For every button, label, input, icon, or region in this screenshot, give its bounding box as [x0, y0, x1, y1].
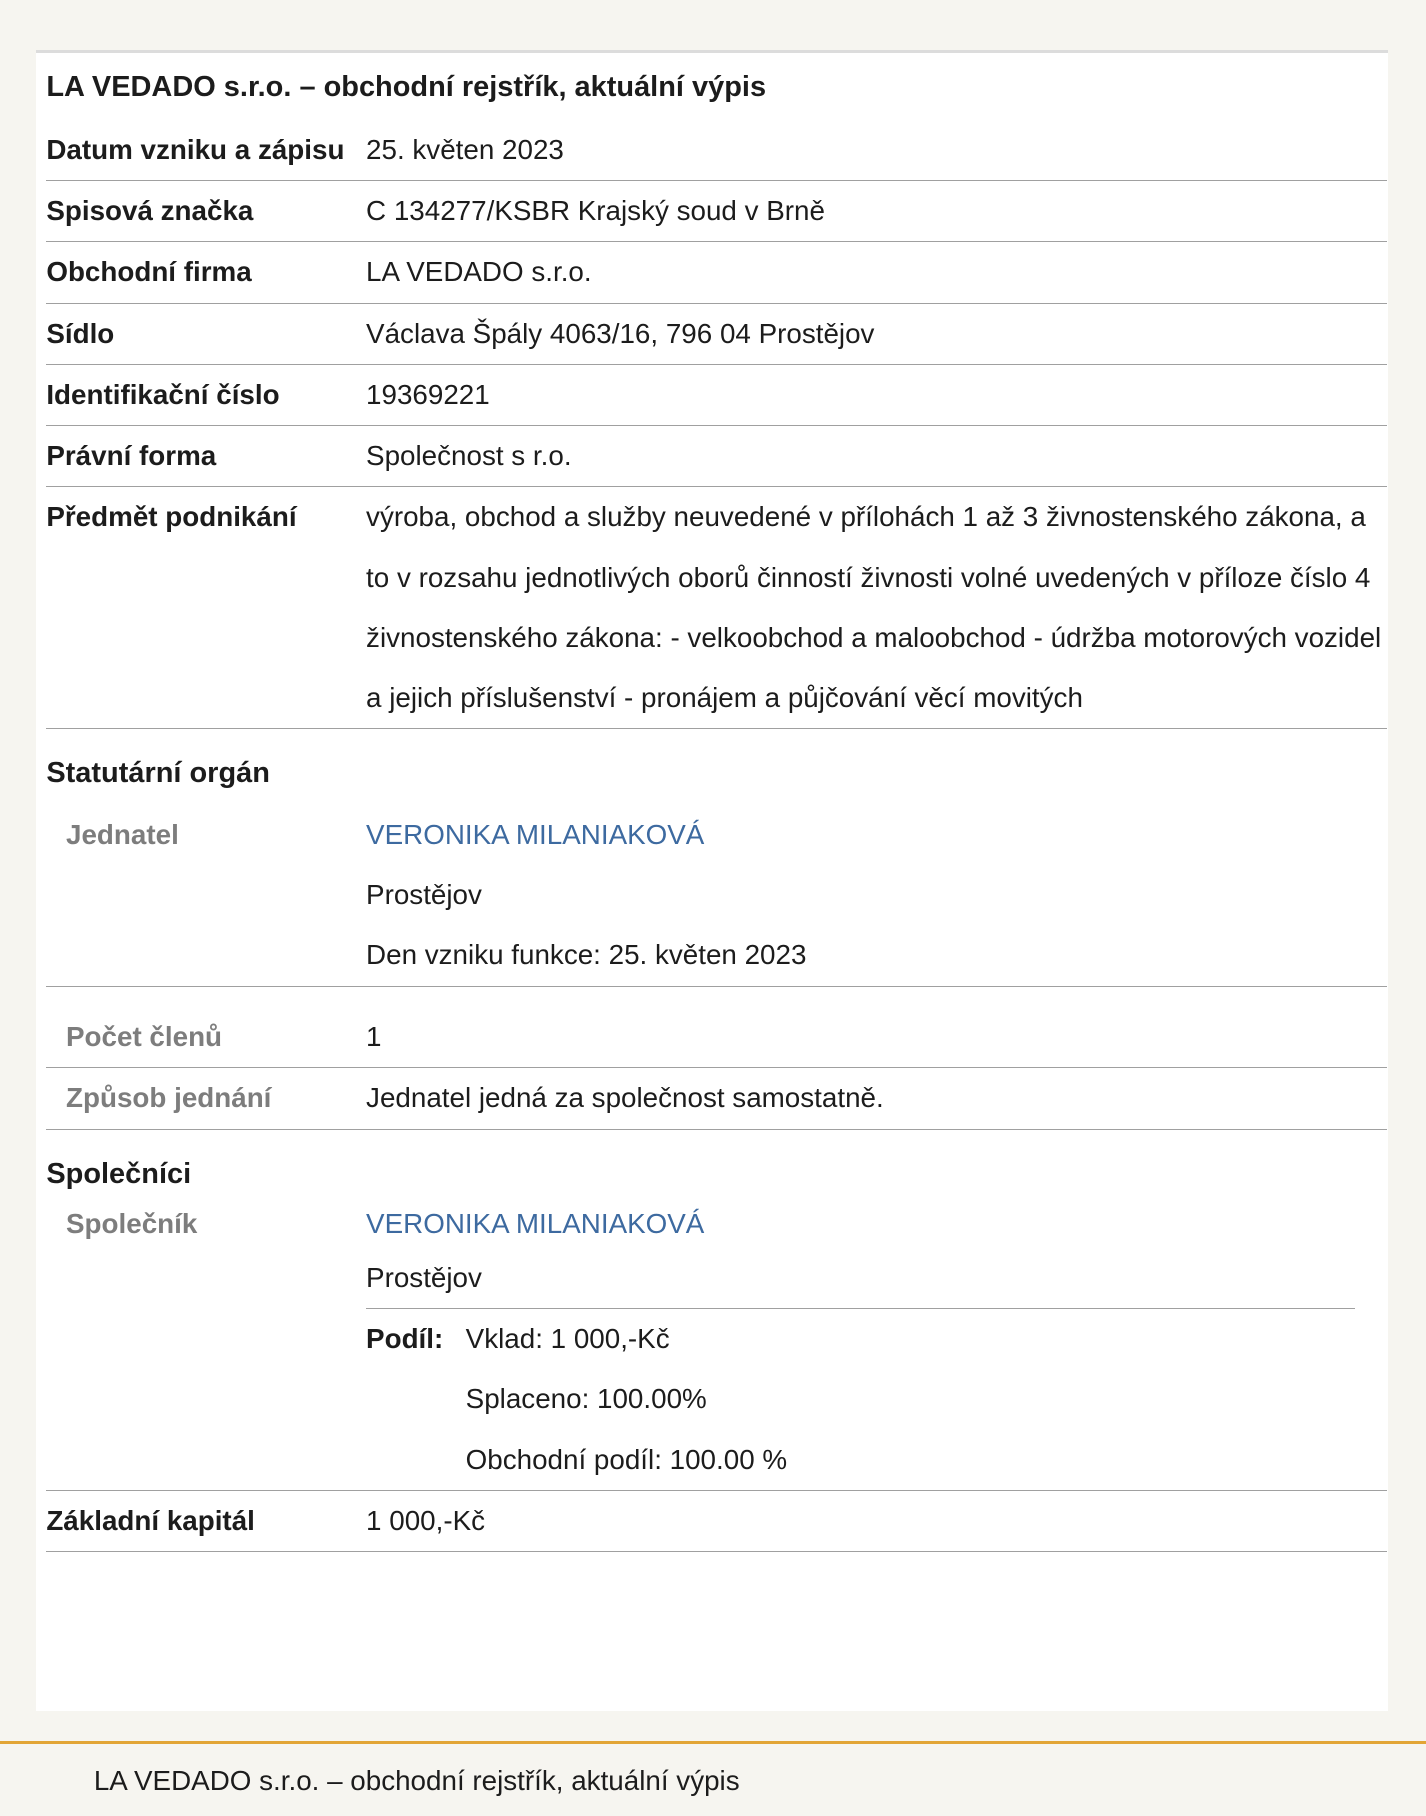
row-value: 1 000,-Kč — [366, 1504, 486, 1536]
row-label: Předmět podnikání — [46, 501, 297, 533]
section-heading-statutory: Statutární orgán — [46, 757, 270, 790]
row-label: Obchodní firma — [46, 256, 252, 288]
row-file-number — [46, 181, 1386, 242]
share-paid: Splaceno: 100.00% — [465, 1383, 707, 1415]
row-registered-office — [46, 304, 1386, 365]
director-name-link[interactable]: VERONIKA MILANIAKOVÁ — [366, 818, 705, 850]
row-legal-form — [46, 426, 1386, 487]
register-card — [36, 50, 1388, 1711]
row-label: Způsob jednání — [66, 1082, 272, 1114]
section-heading-partners: Společníci — [46, 1157, 192, 1190]
statutory-director — [46, 805, 1386, 988]
partner-city: Prostějov — [366, 1261, 482, 1293]
row-value: LA VEDADO s.r.o. — [366, 256, 592, 288]
partner-entry — [46, 1201, 1386, 1490]
row-value: 1 — [366, 1021, 382, 1053]
partner-name-link[interactable]: VERONIKA MILANIAKOVÁ — [366, 1208, 705, 1240]
row-label: Základní kapitál — [46, 1504, 255, 1536]
row-company-name — [46, 242, 1386, 303]
page-title: LA VEDADO s.r.o. – obchodní rejstřík, aktuální výpis — [46, 71, 767, 104]
row-value: C 134277/KSBR Krajský soud v Brně — [366, 195, 825, 227]
partner-share — [366, 1309, 1387, 1490]
row-value: 25. květen 2023 — [366, 133, 564, 165]
row-value: 19369221 — [366, 378, 490, 410]
share-values — [466, 1309, 787, 1490]
share-label: Podíl: — [366, 1323, 444, 1355]
row-company-id — [46, 365, 1386, 426]
row-value: Jednatel jedná za společnost samostatně. — [366, 1082, 884, 1114]
row-value: výroba, obchod a služby neuvedené v přílohách 1 až 3 živnostenského zákona, a to v rozsahu jednotlivých oborů činností živnosti volné uvedených v příloze číslo 4 živnostenského zákona: - velkoobchod a maloobchod - údržba motorových vozidel a jejich příslušenství - pronájem a půjčování věcí movitých — [366, 501, 1382, 714]
row-acting-manner — [46, 1068, 1386, 1129]
register-sheet — [46, 53, 1386, 1552]
footer-title: LA VEDADO s.r.o. – obchodní rejstřík, aktuální výpis — [93, 1765, 740, 1797]
row-label: Spisová značka — [46, 195, 254, 227]
director-details — [366, 805, 1387, 987]
row-value: Společnost s r.o. — [366, 440, 572, 472]
row-member-count — [46, 987, 1386, 1068]
row-label: Právní forma — [46, 440, 217, 472]
row-label: Identifikační číslo — [46, 378, 280, 410]
row-registered-capital — [46, 1491, 1386, 1552]
row-founding-date — [46, 120, 1386, 181]
director-role-label: Jednatel — [66, 818, 179, 850]
director-city: Prostějov — [366, 878, 482, 910]
footer-divider — [0, 1741, 1426, 1744]
row-value: Václava Špály 4063/16, 796 04 Prostějov — [366, 317, 875, 349]
row-label: Počet členů — [66, 1021, 223, 1053]
director-function-start: Den vzniku funkce: 25. květen 2023 — [366, 939, 807, 971]
partner-details — [366, 1201, 1387, 1489]
partner-role-label: Společník — [66, 1208, 198, 1240]
share-business-share: Obchodní podíl: 100.00 % — [465, 1443, 788, 1475]
row-label: Sídlo — [46, 317, 115, 349]
row-label: Datum vzniku a zápisu — [46, 133, 345, 165]
row-business-activity — [46, 487, 1386, 729]
share-deposit: Vklad: 1 000,-Kč — [465, 1323, 670, 1355]
